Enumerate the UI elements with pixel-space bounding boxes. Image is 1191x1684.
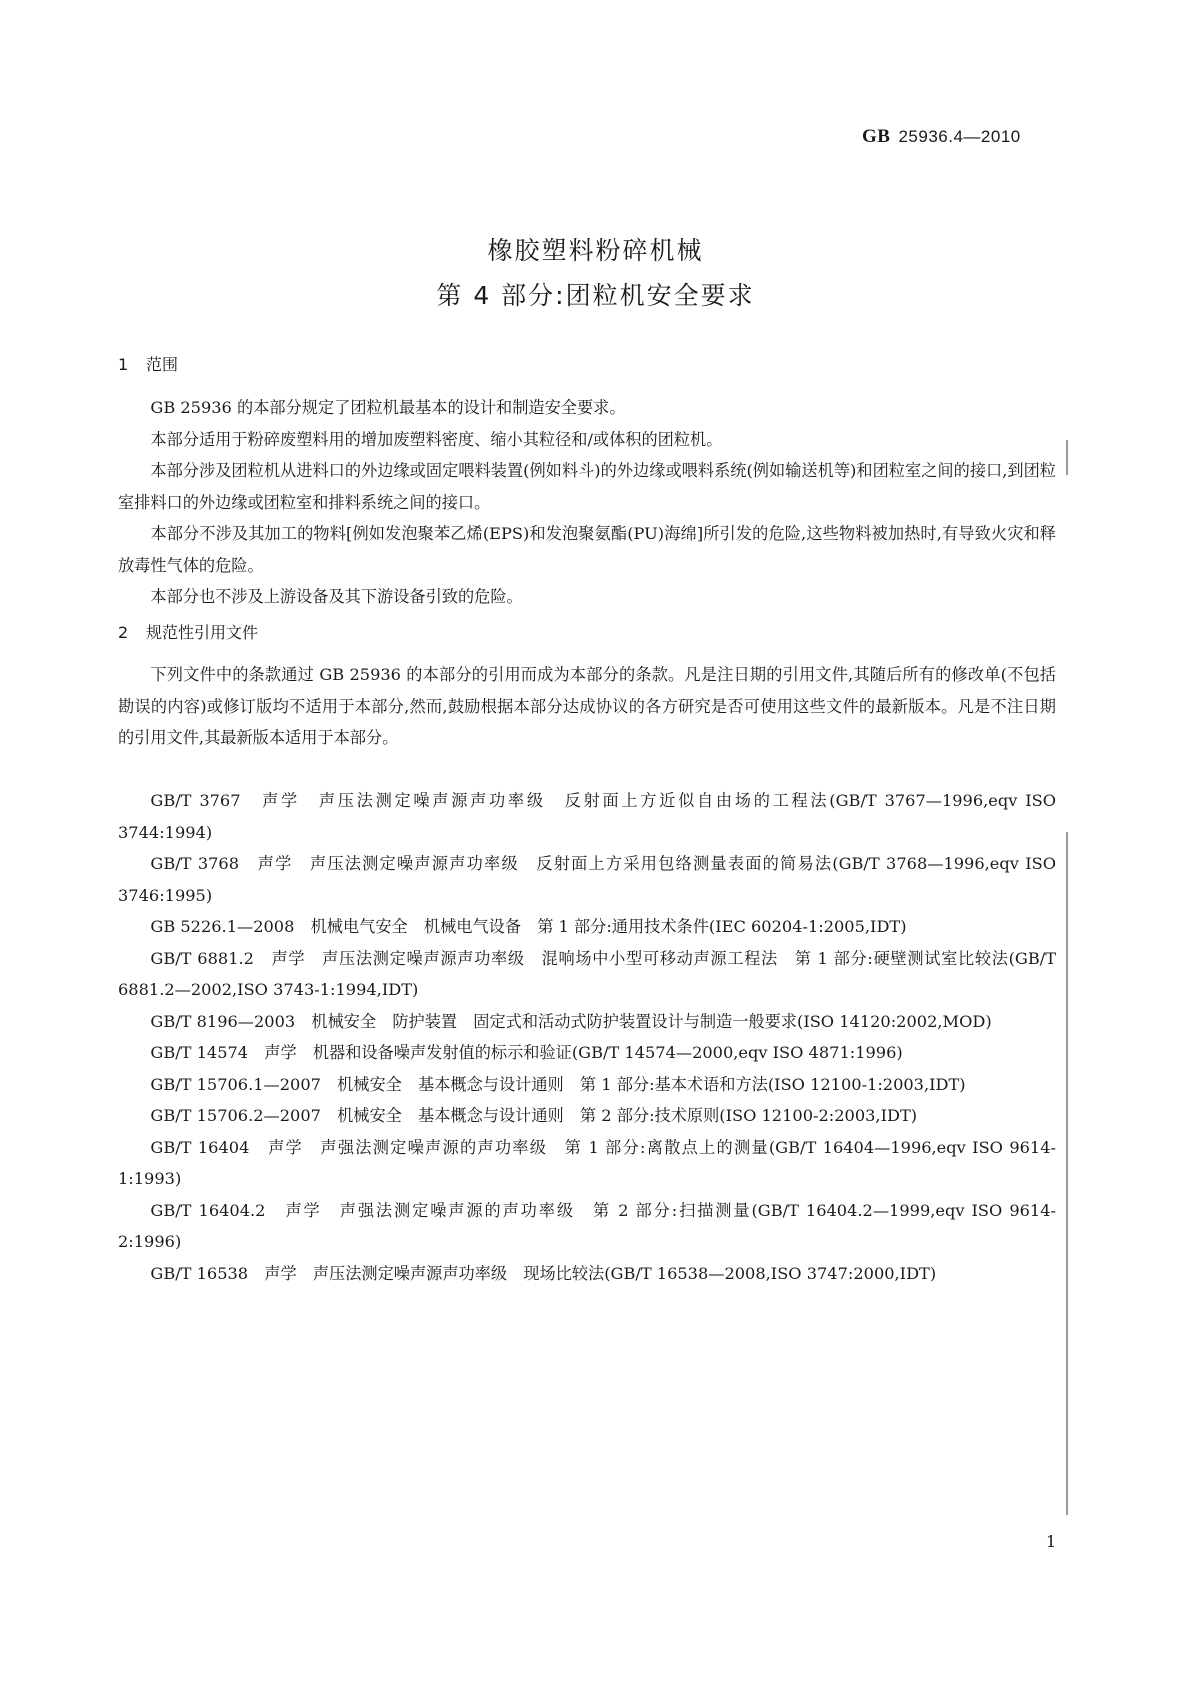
section-number: 1 bbox=[118, 355, 129, 374]
reference-item: GB 5226.1—2008 机械电气安全 机械电气设备 第 1 部分:通用技术条件(IEC 60204-1:2005,IDT) bbox=[150, 917, 907, 936]
document-title: 橡胶塑料粉碎机械 bbox=[487, 236, 704, 265]
section-title: 规范性引用文件 bbox=[146, 623, 259, 642]
reference-item: GB/T 3767 声学 声压法测定噪声源声功率级 反射面上方近似自由场的工程法(GB/T 3767—1996,eqv ISO 3744:1994) bbox=[118, 791, 1056, 842]
reference-item: GB/T 15706.2—2007 机械安全 基本概念与设计通则 第 2 部分:技术原则(ISO 12100-2:2003,IDT) bbox=[150, 1106, 918, 1125]
reference-item: GB/T 6881.2 声学 声压法测定噪声源声功率级 混响场中小型可移动声源工程法 第 1 部分:硬壁测试室比较法(GB/T 6881.2—2002,ISO 3743-1:1994,IDT) bbox=[118, 948, 1056, 999]
reference-item: GB/T 3768 声学 声压法测定噪声源声功率级 反射面上方采用包络测量表面的简易法(GB/T 3768—1996,eqv ISO 3746:1995) bbox=[118, 854, 1056, 905]
section-title: 范围 bbox=[146, 355, 179, 374]
change-bar bbox=[1066, 440, 1068, 475]
reference-item: GB/T 16404.2 声学 声强法测定噪声源的声功率级 第 2 部分:扫描测量(GB/T 16404.2—1999,eqv ISO 9614-2:1996) bbox=[118, 1200, 1056, 1251]
paragraph: 本部分不涉及其加工的物料[例如发泡聚苯乙烯(EPS)和发泡聚氨酯(PU)海绵]所引发的危险,这些物料被加热时,有导致火灾和释放毒性气体的危险。 bbox=[118, 524, 1056, 575]
standard-code: 25936.4—2010 bbox=[898, 127, 1021, 146]
paragraph: 下列文件中的条款通过 GB 25936 的本部分的引用而成为本部分的条款。凡是注日期的引用文件,其随后所有的修改单(不包括勘误的内容)或修订版均不适用于本部分,然而,鼓励根据本部分达成协议的各方研究是否可使用这些文件的最新版本。凡是不注日期的引用文件,其最新版本适用于本部分。 bbox=[118, 665, 1056, 747]
scope-body bbox=[118, 392, 1056, 613]
reference-item: GB/T 16538 声学 声压法测定噪声源声功率级 现场比较法(GB/T 16538—2008,ISO 3747:2000,IDT) bbox=[150, 1263, 937, 1283]
reference-item: GB/T 15706.1—2007 机械安全 基本概念与设计通则 第 1 部分:基本术语和方法(ISO 12100-1:2003,IDT) bbox=[150, 1074, 966, 1094]
section-heading-normative-references bbox=[118, 620, 258, 643]
paragraph: 本部分也不涉及上游设备及其下游设备引致的危险。 bbox=[150, 587, 523, 606]
page-number: 1 bbox=[1046, 1532, 1057, 1551]
reference-item: GB/T 16404 声学 声强法测定噪声源的声功率级 第 1 部分:离散点上的测量(GB/T 16404—1996,eqv ISO 9614-1:1993) bbox=[118, 1137, 1056, 1188]
paragraph: 本部分适用于粉碎废塑料用的增加废塑料密度、缩小其粒径和/或体积的团粒机。 bbox=[150, 429, 723, 449]
standard-number bbox=[862, 126, 1021, 148]
standard-prefix: GB bbox=[862, 126, 891, 147]
change-bar bbox=[1066, 832, 1068, 1515]
reference-item: GB/T 14574 声学 机器和设备噪声发射值的标示和验证(GB/T 14574—2000,eqv ISO 4871:1996) bbox=[150, 1043, 903, 1062]
section-heading-scope bbox=[118, 352, 178, 375]
section-number: 2 bbox=[118, 623, 129, 642]
paragraph: GB 25936 的本部分规定了团粒机最基本的设计和制造安全要求。 bbox=[150, 398, 626, 417]
reference-list bbox=[118, 785, 1056, 1289]
reference-item: GB/T 8196—2003 机械安全 防护装置 固定式和活动式防护装置设计与制造一般要求(ISO 14120:2002,MOD) bbox=[150, 1011, 992, 1031]
document-subtitle: 第 4 部分:团粒机安全要求 bbox=[436, 281, 755, 310]
references-intro bbox=[118, 659, 1056, 754]
paragraph: 本部分涉及团粒机从进料口的外边缘或固定喂料装置(例如料斗)的外边缘或喂料系统(例如输送机等)和团粒室之间的接口,到团粒室排料口的外边缘或团粒室和排料系统之间的接口。 bbox=[118, 461, 1056, 512]
